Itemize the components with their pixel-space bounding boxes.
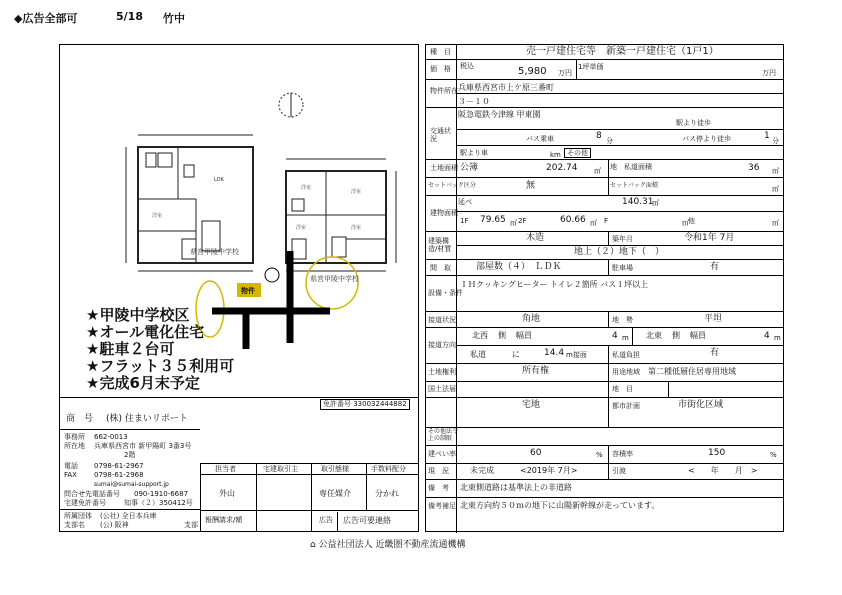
sqm-unit: ㎡ (652, 199, 659, 207)
built-label: 築年月 (612, 235, 633, 243)
setback-label: セットバック区分 (428, 182, 476, 189)
m-unit: m (774, 334, 781, 342)
feature-item: ★オール電化住宅 (86, 323, 205, 341)
svg-text:洋室: 洋室 (152, 213, 163, 219)
walk-label: 駅より徒歩 (676, 119, 711, 127)
road2-width-label: 幅員 (690, 331, 706, 340)
city-plan: 市街化区域 (678, 400, 724, 410)
layout: 部屋数（４） ＬＤＫ (476, 262, 562, 272)
zoning: 第二種低層住居専用地域 (648, 367, 736, 376)
floor2-area: 60.66 (560, 215, 586, 225)
company-divider (60, 397, 418, 398)
bcr-label: 建ぺい率 (428, 450, 456, 458)
property-spec-table (425, 44, 784, 532)
organization-logo-icon: ⌂ (310, 540, 316, 550)
organization-name: 公益社団法人 近畿圏不動産流通機構 (318, 540, 466, 550)
parking-label: 駐車場 (612, 264, 633, 272)
price-label: 価 格 (430, 65, 451, 73)
price-value: 5,980 (518, 66, 547, 77)
price-unit: 万円 (558, 69, 572, 77)
bus-walk-label: バス停より徒歩 (682, 135, 731, 143)
pct-unit: % (596, 451, 603, 459)
private-road: 有 (710, 348, 720, 358)
branch-name: (公) 阪神 (100, 521, 129, 529)
road-type: 私道 (470, 350, 486, 359)
road1-width-label: 幅員 (516, 331, 532, 340)
sqm-unit: ㎡ (590, 219, 597, 227)
sqm-unit: ㎡ (772, 167, 779, 175)
property-map-label: 物件 (241, 287, 255, 295)
svg-text:洋室: 洋室 (351, 225, 362, 231)
location-line1: 兵庫県西宮市上ケ原三番町 (458, 83, 554, 92)
land-area-unit: ㎡ (594, 167, 601, 175)
far-label: 容積率 (612, 450, 633, 458)
floor1-label: 1F (460, 217, 469, 225)
postal-code: 662-0013 (94, 433, 128, 441)
branch-suffix: 支部 (184, 521, 198, 529)
road1-direction: 北西 (472, 331, 488, 340)
land-area-label: 土地面積 (430, 164, 458, 172)
date: 5/18 (116, 10, 143, 23)
contact-text: に (512, 350, 520, 359)
report-label: 報酬請求/額 (205, 516, 243, 524)
equipment-label: 設備・条件 (428, 289, 463, 297)
road2-direction: 北東 (646, 331, 662, 340)
left-panel (59, 44, 419, 532)
land-area: 202.74 (546, 163, 578, 173)
transaction-type: 専任媒介 (319, 489, 351, 498)
company-fax: 0798-61-2968 (94, 471, 144, 479)
sqm-unit: ㎡ (772, 219, 779, 227)
road2-width: 4 (764, 331, 770, 341)
equipment: ＩＨクッキングヒーター トイレ２箇所 バス１坪以上 (460, 280, 649, 289)
private-road-area-label: 地 私道面積 (610, 163, 652, 171)
building-coverage: 60 (530, 448, 542, 458)
ad-status: ◆広告全部可 (14, 12, 78, 25)
staff-header: 宅建取引主 (263, 465, 298, 473)
fax-label: FAX (64, 471, 77, 479)
location-line2: ３－１０ (458, 97, 490, 106)
terrain-label: 地 勢 (612, 316, 633, 324)
assoc-name: (公社) 全日本兵庫 (100, 512, 157, 520)
floor3-label: F (604, 217, 609, 225)
branch-label: 支部名 (64, 521, 85, 529)
unit-price-label: 1坪単価 (578, 63, 604, 71)
road-status: 角地 (522, 314, 541, 324)
notes-label: 備考補足 (428, 502, 456, 510)
rights-label: 土地権利 (428, 368, 456, 376)
status-date: <2019年 7月> (520, 466, 578, 475)
total-label: 延べ (458, 198, 472, 206)
handover-label: 引渡 (612, 467, 626, 475)
svg-text:洋室: 洋室 (296, 225, 307, 231)
notes: 北東方向約５０ｍの地下に山陽新幹線が走っています。 (460, 501, 660, 510)
company-name: (株) 住まいリポート (106, 414, 188, 424)
staff-header: 取引態様 (321, 465, 349, 473)
structure-label: 建築構造/材質 (428, 237, 452, 253)
sqm-unit: ㎡ (772, 185, 779, 193)
by-car-label: 駅より車 (460, 149, 488, 157)
svg-text:洋室: 洋室 (351, 189, 362, 195)
terrain: 平坦 (704, 314, 723, 324)
company-label: 商 号 (66, 414, 94, 424)
sqm-unit: ㎡ (510, 219, 517, 227)
floor-plan-drawing (96, 89, 411, 277)
private-road-area: 36 (748, 163, 760, 173)
bus-label: バス乗車 (526, 135, 554, 143)
status: 未完成 (470, 466, 494, 475)
company-address-2: 2階 (124, 451, 136, 459)
transport-label: 交通状況 (430, 127, 451, 143)
road1-side: 側 (498, 331, 506, 340)
setback-area-label: セットバック面積 (610, 182, 658, 189)
address-label: 所在地 (64, 442, 85, 450)
ad-label: 広告 (319, 516, 333, 524)
land-rights: 所有権 (522, 366, 550, 376)
road-direction-label: 接道方向 (428, 341, 456, 349)
land-category: 宅地 (522, 400, 541, 410)
ad-permission: 広告可要連絡 (343, 516, 391, 525)
feature-item: ★フラット３５利用可 (86, 357, 235, 375)
bus-walk-unit: 分 (772, 137, 779, 145)
license-number: 免許番号 330032444882 (320, 399, 410, 410)
bus-walk-minutes: 1 (764, 131, 770, 141)
building-area-label: 建物面積 (430, 209, 458, 217)
price-tax: 税込 (460, 62, 474, 70)
postal-label: 事務所 (64, 433, 85, 441)
floor2-label: 2F (518, 217, 527, 225)
status-label: 現 況 (428, 467, 449, 475)
train-line: 阪急電鉄今津線 甲東園 (458, 110, 541, 119)
contact-length: 14.4 (544, 348, 565, 358)
svg-text:洋室: 洋室 (301, 185, 312, 191)
pct-unit: % (770, 451, 777, 459)
license2-label: 宅建免許番号 (64, 499, 106, 507)
footer-organization (310, 537, 465, 550)
bus-min-unit: 分 (606, 137, 613, 145)
svg-text:LDK: LDK (214, 177, 224, 183)
staff-table (200, 463, 419, 532)
total-floor-area: 140.31 (622, 197, 654, 207)
tel2-label: 問合せ先電話番号 (64, 490, 120, 498)
sqm-unit: ㎡ (682, 219, 689, 227)
school-circle-label: 県営甲陵中学校 (310, 275, 359, 283)
road1-width: 4 (612, 331, 618, 341)
layout-label: 間 取 (430, 264, 451, 272)
company-address: 兵庫県西宮市 新甲陽町 3番3号 (94, 442, 192, 450)
land-measure-type: 公簿 (460, 163, 479, 173)
unit-price-unit: 万円 (762, 69, 776, 77)
kind-label: 種 目 (430, 48, 451, 56)
tel-label: 電話 (64, 462, 78, 470)
structure: 木造 (526, 233, 545, 243)
company-tel: 0798-61-2967 (94, 462, 144, 470)
property-kind: 売一戸建住宅等 新築一戸建住宅（1戸1） (526, 46, 719, 57)
school-map-label: 県営甲陵中学校 (190, 248, 239, 256)
floor1-area: 79.65 (480, 215, 506, 225)
handover-date: < 年 月 > (688, 466, 758, 475)
agent-name: 竹中 (163, 12, 185, 25)
staff-header: 手数料配分 (371, 465, 406, 473)
land-category-label: 地 目 (612, 385, 633, 393)
parking: 有 (710, 262, 720, 272)
other-restrictions-label: その他法令上の制限 (428, 428, 459, 442)
assoc-label: 所属団体 (64, 512, 92, 520)
zone-label: 用途地域 (612, 368, 640, 376)
feature-list (86, 307, 234, 392)
feature-item: ★駐車２台可 (86, 340, 175, 358)
city-plan-label: 都市計画 (612, 402, 640, 410)
floor-area-ratio: 150 (708, 448, 726, 458)
location-label: 物件所在 (430, 87, 458, 95)
m-unit: m (622, 334, 629, 342)
other-area-label: 他 (688, 217, 695, 225)
bus-minutes: 8 (596, 131, 602, 141)
license2: 知事（２）350412号 (124, 499, 193, 507)
km-unit: km (550, 151, 561, 159)
other-transport: その他 (564, 148, 591, 158)
remarks: 北東側道路は基準法上の非道路 (460, 483, 572, 492)
contact-label: m接面 (566, 351, 587, 359)
road-label: 接道状況 (428, 316, 456, 324)
feature-item: ★完成6月末予定 (86, 374, 200, 392)
staff-header: 担当者 (215, 465, 236, 473)
remarks-label: 備 考 (428, 484, 449, 492)
feature-item: ★甲陵中学校区 (86, 306, 190, 324)
contact-tel: 090-1910-6687 (134, 490, 189, 498)
road2-side: 側 (672, 331, 680, 340)
company-email: sumai@sumai-support.jp (94, 481, 169, 488)
built-date: 令和1年 7月 (684, 233, 735, 243)
law-label: 国土法届 (428, 385, 456, 393)
staff-person: 外山 (219, 489, 235, 498)
private-road-label: 私道負担 (612, 351, 640, 359)
setback-value: 無 (526, 181, 536, 191)
floors: 地上（２）地下（ ） (574, 247, 665, 257)
fee-split: 分かれ (375, 489, 399, 498)
